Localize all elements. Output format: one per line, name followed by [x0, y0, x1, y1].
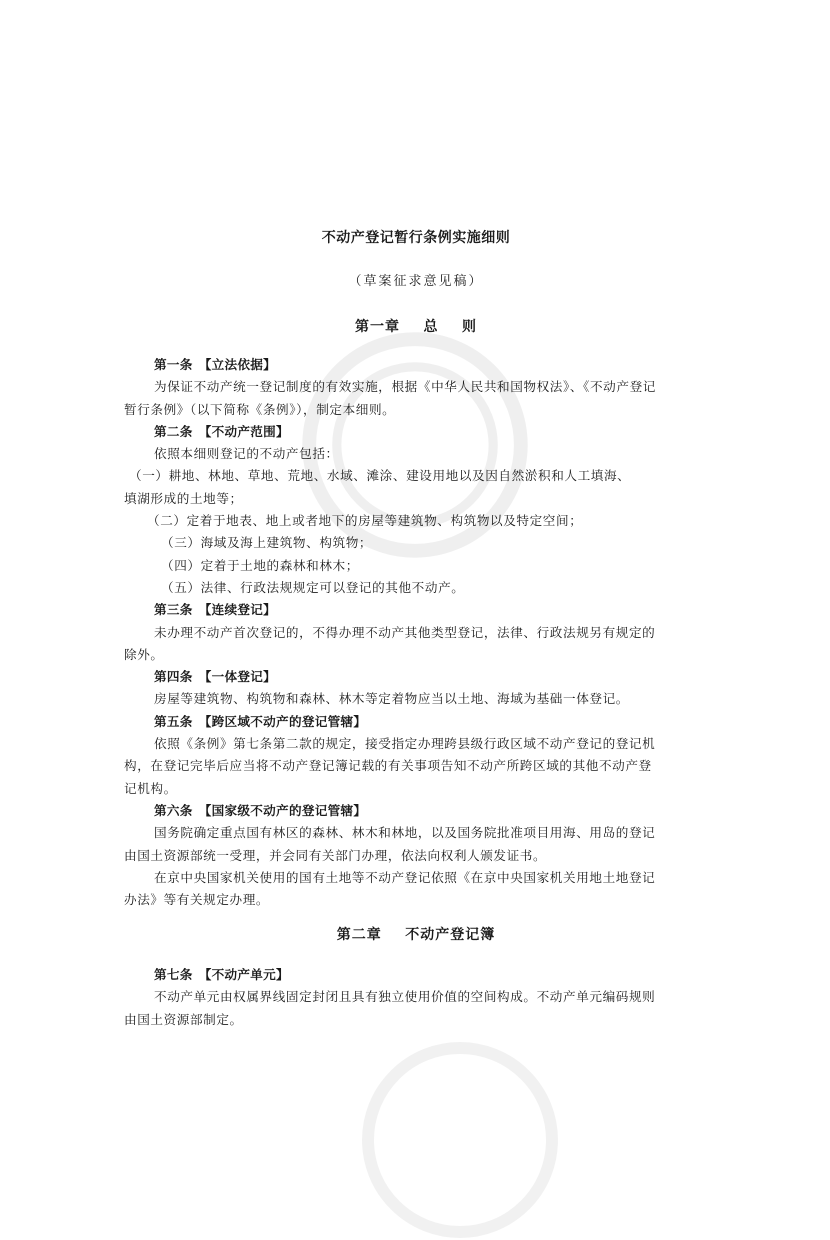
article-number: 第五条 [154, 713, 193, 729]
article-title: 【不动产范围】 [198, 423, 289, 439]
article-title: 【国家级不动产的登记管辖】 [198, 802, 367, 818]
document-title: 不动产登记暂行条例实施细则 [321, 230, 511, 246]
watermark-seal-bottom [360, 1040, 560, 1240]
article-title: 【不动产单元】 [198, 967, 289, 982]
article-5-text: 依照《条例》第七条第二款的规定，接受指定办理跨县级行政区域不动产登记的登记机 [154, 736, 656, 752]
article-2-heading [154, 421, 708, 443]
article-1-heading [154, 354, 708, 376]
article-6-text-2: 在京中央国家机关使用的国有土地等不动产登记依照《在京中央国家机关用地土地登记 [154, 869, 656, 885]
article-5-text-cont: 构，在登记完毕后应当将不动产登记簿记载的有关事项告知不动产所跨区域的其他不动产登 [124, 758, 652, 774]
article-number: 第七条 [154, 967, 193, 982]
article-number: 第六条 [154, 802, 193, 818]
article-6-text-2-cont: 办法》等有关规定办理。 [124, 892, 270, 908]
article-2-text: 依照本细则登记的不动产包括： [154, 446, 339, 462]
article-number: 第三条 [154, 602, 193, 618]
article-2-item-5: （五）法律、行政法规规定可以登记的其他不动产。 [161, 579, 465, 595]
article-7-text: 不动产单元由权属界线固定封闭且具有独立使用价值的空间构成。不动产单元编码规则 [154, 989, 656, 1005]
chapter-2-body [124, 964, 708, 1031]
article-number: 第四条 [154, 669, 193, 685]
article-7-heading [154, 964, 708, 986]
article-title: 【连续登记】 [198, 602, 277, 618]
article-2-item-3: （三）海域及海上建筑物、构筑物； [161, 535, 373, 551]
article-3-text-cont: 除外。 [124, 646, 164, 662]
article-6-text: 国务院确定重点国有林区的森林、林木和林地，以及国务院批准项目用海、用岛的登记 [154, 825, 656, 841]
article-1-text-cont: 暂行条例》（以下简称《条例》），制定本细则。 [124, 401, 396, 417]
article-3-heading [154, 599, 708, 621]
chapter-1-body [124, 354, 708, 911]
article-4-heading [154, 666, 708, 688]
article-6-heading [154, 800, 708, 822]
article-number: 第二条 [154, 423, 193, 439]
article-2-item-2: （二）定着于地表、地上或者地下的房屋等建筑物、构筑物以及特定空间； [147, 513, 583, 529]
article-5-text-cont-2: 记机构。 [124, 780, 177, 796]
article-3-text: 未办理不动产首次登记的，不得办理不动产其他类型登记，法律、行政法规另有规定的 [154, 624, 656, 640]
article-5-heading [154, 711, 708, 733]
article-7-text-cont: 由国土资源部制定。 [124, 1011, 243, 1027]
article-number: 第一条 [154, 357, 193, 372]
article-1-text: 为保证不动产统一登记制度的有效实施，根据《中华人民共和国物权法》、《不动产登记 [154, 379, 656, 395]
article-2-item-4: （四）定着于土地的森林和林木； [161, 557, 359, 573]
article-title: 【一体登记】 [198, 669, 277, 685]
article-2-item-1: （一）耕地、林地、草地、荒地、水域、滩涂、建设用地以及因自然淤积和人工填海、 [129, 468, 631, 484]
article-4-text: 房屋等建筑物、构筑物和森林、林木等定着物应当以土地、海域为基础一体登记。 [154, 691, 629, 707]
article-title: 【跨区域不动产的登记管辖】 [198, 713, 367, 729]
article-2-item-1-cont: 填湖形成的土地等； [124, 490, 243, 506]
article-title: 【立法依据】 [198, 357, 277, 372]
document-subtitle: （草案征求意见稿） [348, 274, 484, 289]
article-6-text-cont: 由国土资源部统一受理，并会同有关部门办理，依法向权利人颁发证书。 [124, 847, 547, 863]
chapter-1-heading: 第一章 总 则 [355, 319, 477, 335]
chapter-2-heading: 第二章 不动产登记簿 [336, 927, 496, 943]
